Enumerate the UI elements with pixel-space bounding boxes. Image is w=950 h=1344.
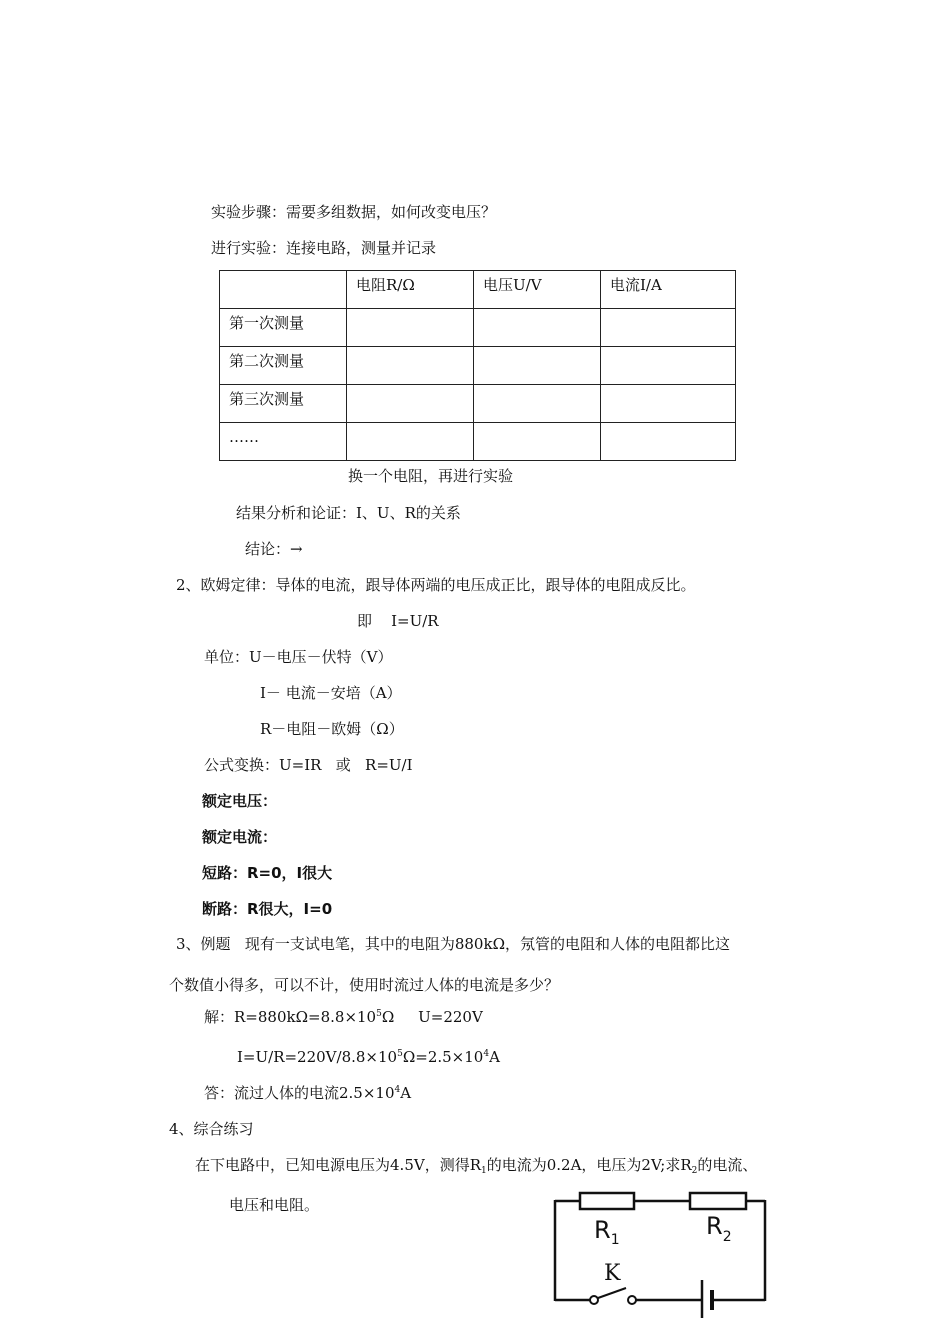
experiment-steps: 实验步骤：需要多组数据，如何改变电压？ bbox=[211, 203, 497, 221]
table-cell: 第三次测量 bbox=[220, 385, 347, 423]
table-cell bbox=[474, 423, 601, 461]
unit-current: I－ 电流－安培（A） bbox=[260, 684, 402, 702]
table-cell: …… bbox=[220, 423, 347, 461]
ohm-law-formula: 即 I=U/R bbox=[357, 612, 439, 630]
table-cell bbox=[347, 385, 474, 423]
answer-line: 答：流过人体的电流$2.5\times 10^4A$ bbox=[204, 1084, 412, 1102]
table-row bbox=[220, 423, 736, 461]
label-r2: $R_2$ bbox=[706, 1212, 732, 1245]
formula-transform: 公式变换：U=IR 或 R=U/I bbox=[204, 756, 413, 774]
table-header-row bbox=[220, 271, 736, 309]
table-cell bbox=[601, 347, 736, 385]
exercise-heading: 4、综合练习 bbox=[169, 1120, 254, 1138]
table-cell bbox=[347, 347, 474, 385]
resistor-r1 bbox=[580, 1193, 634, 1209]
table-header: 电压U/V bbox=[474, 271, 601, 309]
example-problem-line-2: 个数值小得多，可以不计，使用时流过人体的电流是多少？ bbox=[169, 976, 560, 994]
ohm-law-heading: 2、欧姆定律：导体的电流，跟导体两端的电压成正比，跟导体的电阻成反比。 bbox=[176, 576, 696, 594]
unit-resistance: R－电阻－欧姆（Ω） bbox=[260, 720, 404, 738]
exercise-text-line-1: 在下电路中，已知电源电压为4.5V，测得$R_1$的电流为0.2A，电压为2V;求$R_2$的电流、 bbox=[195, 1156, 758, 1176]
table-cell bbox=[347, 309, 474, 347]
unit-voltage: 单位：U－电压－伏特（V） bbox=[204, 648, 393, 666]
table-cell bbox=[601, 309, 736, 347]
open-circuit: 断路：R很大，I=0 bbox=[202, 900, 333, 918]
short-circuit: 短路：R=0，I很大 bbox=[202, 864, 333, 882]
exercise-text-line-2: 电压和电阻。 bbox=[229, 1196, 320, 1214]
table-row bbox=[220, 347, 736, 385]
conduct-experiment: 进行实验：连接电路，测量并记录 bbox=[211, 239, 437, 257]
table-row bbox=[220, 385, 736, 423]
table-cell bbox=[601, 423, 736, 461]
table-cell bbox=[601, 385, 736, 423]
measurement-table bbox=[219, 270, 736, 461]
conclusion: 结论：→ bbox=[245, 540, 303, 558]
solution-line-1: 解：$R=880k\Omega=8.8\times 10^5\Omega$ U=220V bbox=[204, 1008, 483, 1026]
result-analysis: 结果分析和论证：I、U、R的关系 bbox=[236, 504, 461, 522]
rated-current: 额定电流： bbox=[202, 828, 278, 846]
table-cell bbox=[347, 423, 474, 461]
solution-line-2: $I=U/R=220V/8.8\times 10^5\Omega=2.5\times 10^4A$ bbox=[237, 1048, 500, 1066]
resistor-r2 bbox=[690, 1193, 746, 1209]
table-cell bbox=[474, 385, 601, 423]
table-cell: 第二次测量 bbox=[220, 347, 347, 385]
switch-lever bbox=[598, 1288, 626, 1298]
label-r1: $R_1$ bbox=[594, 1216, 620, 1248]
table-header: 电阻R/Ω bbox=[347, 271, 474, 309]
table-cell: 第一次测量 bbox=[220, 309, 347, 347]
rated-voltage: 额定电压： bbox=[202, 792, 278, 810]
table-cell bbox=[474, 347, 601, 385]
circuit-diagram bbox=[540, 1180, 780, 1320]
label-switch-k: K bbox=[604, 1261, 621, 1286]
switch-contact-left bbox=[590, 1296, 598, 1304]
change-resistor-note: 换一个电阻，再进行实验 bbox=[348, 467, 514, 485]
table-row bbox=[220, 309, 736, 347]
table-header: 电流I/A bbox=[601, 271, 736, 309]
table-cell bbox=[474, 309, 601, 347]
switch-contact-right bbox=[628, 1296, 636, 1304]
table-header bbox=[220, 271, 347, 309]
example-problem-line-1: 3、例题 现有一支试电笔，其中的电阻为880kΩ，氖管的电阻和人体的电阻都比这 bbox=[176, 935, 731, 953]
